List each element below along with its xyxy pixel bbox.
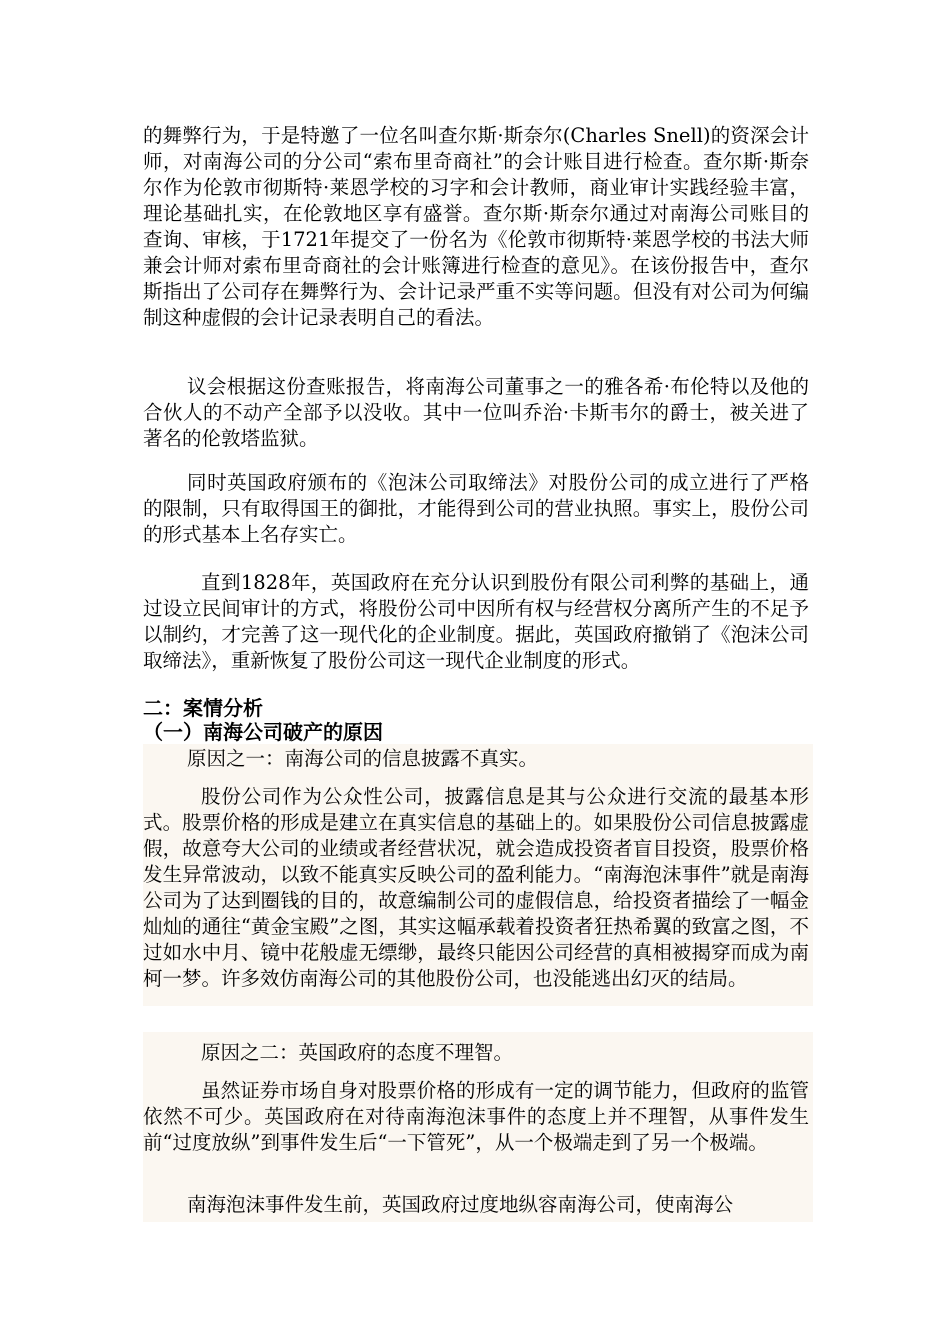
paragraph-bubble-act: 同时英国政府颁布的《泡沫公司取缔法》对股份公司的成立进行了严格的限制，只有取得国王的御批，才能得到公司的营业执照。事实上，股份公司的形式基本上名存实亡。: [143, 471, 809, 546]
paragraph-1828-reform: 直到1828年，英国政府在充分认识到股份有限公司利弊的基础上，通过设立民间审计的方式，将股份公司中因所有权与经营权分离所产生的不足予以制约，才完善了这一现代化的企业制度。据此，英国政府撤销了《泡沫公司取缔法》，重新恢复了股份公司这一现代企业制度的形式。: [143, 571, 809, 672]
paragraph-reason-one-body: 股份公司作为公众性公司，披露信息是其与公众进行交流的最基本形式。股票价格的形成是建立在真实信息的基础上的。如果股份公司信息披露虚假，故意夸大公司的业绩或者经营状况，就会造成投资者盲目投资，股票价格发生异常波动，以致不能真实反映公司的盈利能力。“南海泡沫事件”就是南海公司为了达到圈钱的目的，故意编制公司的虚假信息，给投资者描绘了一幅金灿灿的通往“黄金宝殿”之图，其实这幅承载着投资者狂热希翼的致富之图，不过如水中月、镜中花般虚无缥缈，最终只能因公司经营的真相被揭穿而成为南柯一梦。许多效仿南海公司的其他股份公司，也没能逃出幻灭的结局。: [143, 785, 809, 990]
subsection-heading: （一）南海公司破产的原因: [143, 720, 383, 744]
paragraph-reason-one-title: 原因之一：南海公司的信息披露不真实。: [187, 747, 539, 770]
paragraph-audit-report: 的舞弊行为，于是特邀了一位名叫查尔斯·斯奈尔(Charles Snell)的资深会计师，对南海公司的分公司“索布里奇商社”的会计账目进行检查。查尔斯·斯奈尔作为伦敦市彻斯特·莱恩学校的习字和会计教师，商业审计实践经验丰富，理论基础扎实，在伦敦地区享有盛誉。查尔斯·斯奈尔通过对南海公司账目的查询、审核，于1721年提交了一份名为《伦敦市彻斯特·莱恩学校的书法大师兼会计师对索布里奇商社的会计账簿进行检查的意见》。在该份报告中，查尔斯指出了公司存在舞弊行为、会计记录严重不实等问题。但没有对公司为何编制这种虚假的会计记录表明自己的看法。: [143, 124, 809, 329]
section-heading: 二：案情分析: [143, 696, 263, 720]
paragraph-reason-two-title: 原因之二：英国政府的态度不理智。: [201, 1041, 514, 1064]
paragraph-parliament-action: 议会根据这份查账报告，将南海公司董事之一的雅各希·布伦特以及他的合伙人的不动产全部予以没收。其中一位叫乔治·卡斯韦尔的爵士，被关进了著名的伦敦塔监狱。: [143, 375, 809, 450]
paragraph-reason-two-body: 虽然证券市场自身对股票价格的形成有一定的调节能力，但政府的监管依然不可少。英国政府在对待南海泡沫事件的态度上并不理智，从事件发生前“过度放纵”到事件发生后“一下管死”，从一个极端走到了另一个极端。: [143, 1079, 809, 1154]
paragraph-before-bubble: 南海泡沫事件发生前，英国政府过度地纵容南海公司，使南海公: [187, 1193, 734, 1216]
